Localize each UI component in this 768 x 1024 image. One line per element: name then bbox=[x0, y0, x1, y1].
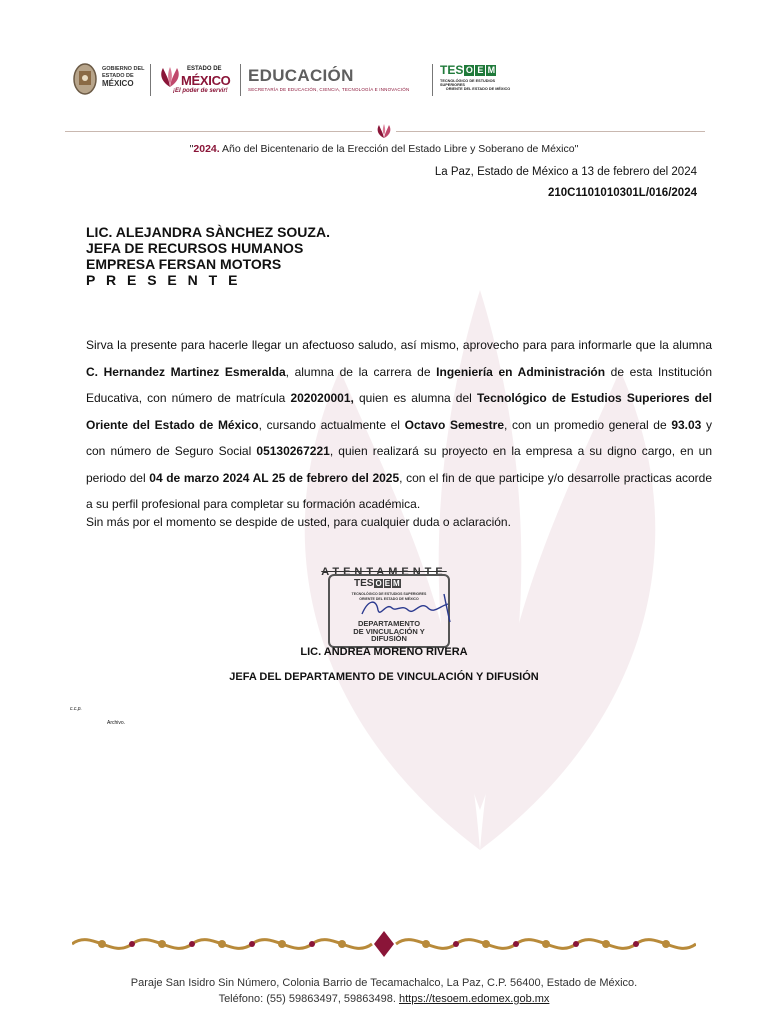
tes-subtitle-2: ORIENTE DEL ESTADO DE MÉXICO bbox=[445, 87, 511, 91]
folio-number: 210C1101010301L/016/2024 bbox=[547, 187, 697, 199]
stamp-sub-1: TECNOLÓGICO DE ESTUDIOS SUPERIORES bbox=[351, 592, 427, 596]
place-date: La Paz, Estado de México a 13 de febrero del 2024 bbox=[434, 166, 697, 178]
recipient-block bbox=[86, 224, 330, 288]
small-flower-icon bbox=[372, 123, 396, 139]
ornamental-band bbox=[72, 929, 696, 959]
phone-text: Teléfono: (55) 59863497, 59863498. bbox=[218, 993, 399, 1005]
archivo-label: Archivo. bbox=[107, 720, 126, 726]
stamp-sub-2: ORIENTE DEL ESTADO DE MÉXICO bbox=[359, 597, 419, 601]
coat-of-arms-icon bbox=[72, 62, 98, 96]
career-name: Ingeniería en Administración bbox=[436, 364, 606, 379]
tes-prefix: TES bbox=[440, 63, 464, 77]
presente: P R E S E N T E bbox=[86, 272, 241, 288]
educacion-title: EDUCACIÓN bbox=[248, 66, 354, 85]
body-text: Sirva la presente para hacerle llegar un afectuoso saludo, así mismo, aprovecho para para informarle que la alumna bbox=[86, 338, 712, 352]
student-name: C. Hernandez Martinez Esmeralda bbox=[86, 364, 286, 379]
closing-line: Sin más por el momento se despide de usted, para cualquier duda o aclaración. bbox=[86, 515, 511, 529]
motto-text: Año del Bicentenario de la Erección del Estado Libre y Soberano de México" bbox=[219, 143, 579, 155]
project-period: 04 de marzo 2024 AL 25 de febrero del 2025 bbox=[149, 470, 400, 485]
gobierno-line1: GOBIERNO DEL bbox=[102, 66, 145, 72]
educacion-subtitle: SECRETARÍA DE EDUCACIÓN, CIENCIA, TECNOLOGÍA E INNOVACIÓN bbox=[248, 87, 410, 92]
tesoem-logo bbox=[440, 63, 516, 99]
body-text: , con un promedio general de bbox=[504, 417, 672, 432]
gobierno-logo bbox=[72, 62, 148, 98]
stamp-tes-prefix: TES bbox=[354, 578, 374, 589]
body-text: , alumna de la carrera de bbox=[285, 364, 437, 379]
stamp-dept-line: DEPARTAMENTO bbox=[357, 619, 421, 628]
motto-prefix: " bbox=[189, 143, 194, 155]
edomex-logo bbox=[155, 62, 245, 98]
motto-line bbox=[0, 143, 768, 155]
semester: Octavo Semestre bbox=[404, 417, 504, 432]
signer-role: JEFA DEL DEPARTAMENTO DE VINCULACIÓN Y DIFUSIÓN bbox=[229, 671, 539, 683]
tes-subtitle-1: TECNOLÓGICO DE ESTUDIOS SUPERIORES bbox=[440, 79, 496, 87]
tes-box-m: M bbox=[487, 64, 496, 75]
recipient-name: LIC. ALEJANDRA SÀNCHEZ SOUZA. bbox=[86, 224, 330, 240]
grade-average: 93.03 bbox=[671, 417, 702, 432]
edomex-flower-icon bbox=[157, 66, 183, 88]
ccp-label: c.c.p. bbox=[70, 706, 82, 712]
header-divider bbox=[150, 64, 151, 96]
website-link[interactable]: https://tesoem.edomex.gob.mx bbox=[399, 993, 550, 1005]
enrollment-number: 202020001, bbox=[290, 391, 354, 405]
handwritten-signature bbox=[358, 590, 458, 624]
stamp-box-e: E bbox=[384, 579, 391, 588]
body-text: , con el fin de que participe y/o desarrolle practicas acorde a su perfil profesional para completar su formación académica. bbox=[86, 470, 713, 511]
motto-year: 2024. bbox=[193, 143, 220, 155]
edomex-main-text: MÉXICO bbox=[181, 73, 231, 88]
letter-body bbox=[86, 332, 712, 518]
footer-address: Paraje San Isidro Sin Número, Colonia Barrio de Tecamachalco, La Paz, C.P. 56400, Estado de México. bbox=[130, 977, 638, 989]
stamp-box-o: O bbox=[375, 579, 382, 588]
edomex-top-text: ESTADO DE bbox=[187, 66, 222, 72]
body-text: quien es alumna del bbox=[353, 391, 477, 405]
footer-phone bbox=[0, 993, 768, 1005]
educacion-logo bbox=[248, 66, 409, 92]
body-text: , cursando actualmente el bbox=[258, 417, 405, 432]
recipient-company: EMPRESA FERSAN MOTORS bbox=[86, 256, 282, 272]
institution-name: Tecnológico de Estudios Superiores del Oriente del Estado de México bbox=[86, 391, 713, 432]
tes-box-e: E bbox=[477, 64, 484, 75]
body-text: de esta Institución Educativa, con número de matrícula bbox=[86, 364, 712, 405]
social-security-number: 05130267221 bbox=[256, 444, 330, 458]
body-text: y con número de Seguro Social bbox=[86, 417, 712, 458]
header-divider bbox=[432, 64, 433, 96]
gobierno-line2: ESTADO DE bbox=[102, 72, 134, 79]
tes-box-o: O bbox=[465, 64, 473, 75]
body-text: , quien realizará su proyecto en la empresa a su digno cargo, en un periodo del bbox=[86, 444, 712, 485]
gobierno-line3: MÉXICO bbox=[102, 79, 134, 88]
stamp-dept-line: DIFUSIÓN bbox=[371, 634, 407, 643]
stamp-dept-line: DE VINCULACIÓN Y bbox=[353, 626, 425, 636]
stamp-box-m: M bbox=[393, 579, 400, 588]
atentamente: ATENTAMENTE bbox=[321, 566, 447, 578]
signer-name: LIC. ANDREA MORENO RIVERA bbox=[300, 646, 468, 658]
recipient-role: JEFA DE RECURSOS HUMANOS bbox=[86, 240, 304, 256]
edomex-slogan: ¡El poder de servir! bbox=[173, 88, 228, 94]
header-divider bbox=[240, 64, 241, 96]
